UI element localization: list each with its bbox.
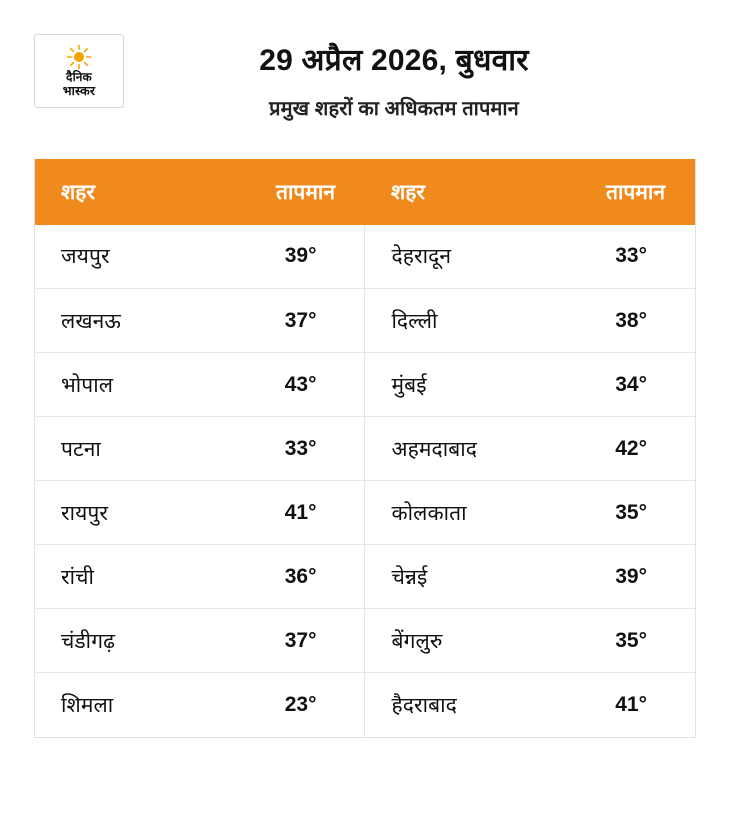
cell-temp: 36° — [226, 545, 365, 609]
cell-temp: 39° — [556, 545, 695, 609]
table-row — [35, 481, 695, 545]
cell-temp: 37° — [226, 609, 365, 673]
cell-city: जयपुर — [35, 225, 226, 289]
table-row — [35, 545, 695, 609]
cell-temp: 33° — [226, 417, 365, 481]
cell-city: बेंगलुरु — [365, 609, 556, 673]
table-row — [35, 289, 695, 353]
table-row — [35, 673, 695, 737]
table-row — [35, 417, 695, 481]
cell-temp: 23° — [226, 673, 365, 737]
page-title: 29 अप्रैल 2026, बुधवार — [259, 44, 529, 77]
cell-city: दिल्ली — [365, 289, 556, 353]
cell-temp: 43° — [226, 353, 365, 417]
logo-line-2: भास्कर — [62, 84, 96, 98]
table-row — [35, 225, 695, 289]
logo-line-1: दैनिक — [66, 69, 92, 84]
cell-temp: 41° — [556, 673, 695, 737]
header-text-block — [124, 28, 698, 121]
table-header — [35, 159, 695, 225]
column-header-temp-right: तापमान — [556, 159, 695, 225]
cell-city: अहमदाबाद — [365, 417, 556, 481]
table-row — [35, 609, 695, 673]
cell-city: हैदराबाद — [365, 673, 556, 737]
cell-temp: 38° — [556, 289, 695, 353]
publication-logo — [34, 34, 124, 108]
page-header — [0, 0, 730, 121]
cell-temp: 33° — [556, 225, 695, 289]
table-row — [35, 353, 695, 417]
table-header-row — [35, 159, 695, 225]
cell-city: पटना — [35, 417, 226, 481]
cell-city: मुंबई — [365, 353, 556, 417]
cell-city: चेन्नई — [365, 545, 556, 609]
sun-icon — [66, 44, 92, 70]
column-header-city-left: शहर — [35, 159, 226, 225]
cell-temp: 34° — [556, 353, 695, 417]
cell-temp: 39° — [226, 225, 365, 289]
cell-temp: 41° — [226, 481, 365, 545]
cell-temp: 42° — [556, 417, 695, 481]
cell-city: देहरादून — [365, 225, 556, 289]
cell-city: चंडीगढ़ — [35, 609, 226, 673]
temperature-table — [35, 159, 695, 737]
cell-city: रांची — [35, 545, 226, 609]
cell-city: कोलकाता — [365, 481, 556, 545]
cell-city: रायपुर — [35, 481, 226, 545]
cell-temp: 37° — [226, 289, 365, 353]
cell-temp: 35° — [556, 609, 695, 673]
column-header-city-right: शहर — [365, 159, 556, 225]
cell-city: भोपाल — [35, 353, 226, 417]
cell-city: लखनऊ — [35, 289, 226, 353]
temperature-table-container — [34, 159, 696, 738]
cell-temp: 35° — [556, 481, 695, 545]
table-body — [35, 225, 695, 737]
column-header-temp-left: तापमान — [226, 159, 365, 225]
cell-city: शिमला — [35, 673, 226, 737]
page-subtitle: प्रमुख शहरों का अधिकतम तापमान — [269, 97, 519, 120]
